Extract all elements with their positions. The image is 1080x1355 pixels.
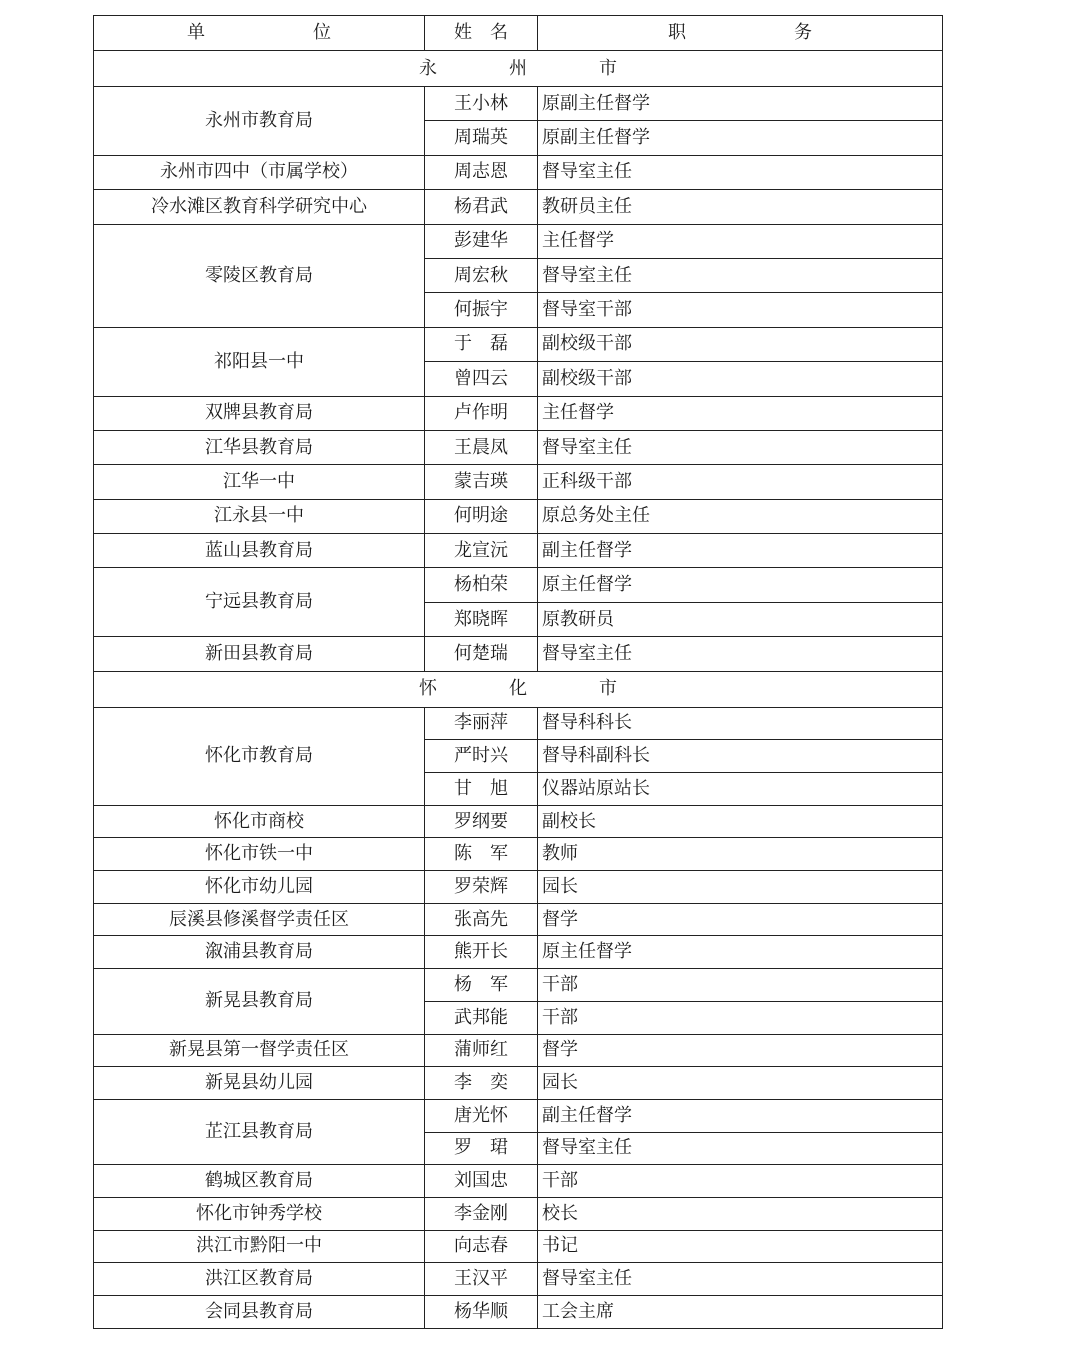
- duty-cell: 原副主任督学: [538, 121, 943, 155]
- name-cell: 罗荣辉: [425, 871, 538, 904]
- unit-cell: 怀化市教育局: [94, 707, 425, 805]
- unit-cell: 宁远县教育局: [94, 568, 425, 637]
- unit-cell: 新晃县第一督学责任区: [94, 1034, 425, 1067]
- duty-cell: 督导科科长: [538, 707, 943, 740]
- unit-cell: 江永县一中: [94, 499, 425, 533]
- name-cell: 郑晓晖: [425, 602, 538, 636]
- duty-cell: 主任督学: [538, 224, 943, 258]
- duty-cell: 工会主席: [538, 1296, 943, 1329]
- duty-cell: 原主任督学: [538, 936, 943, 969]
- table-row: [94, 707, 943, 740]
- name-cell: 甘 旭: [425, 773, 538, 806]
- name-cell: 周瑞英: [425, 121, 538, 155]
- duty-cell: 副校级干部: [538, 327, 943, 361]
- table-row: [94, 1296, 943, 1329]
- unit-cell: 怀化市幼儿园: [94, 871, 425, 904]
- name-cell: 何振宇: [425, 293, 538, 327]
- duty-cell: 副校级干部: [538, 362, 943, 396]
- unit-cell: 新晃县幼儿园: [94, 1067, 425, 1100]
- table-row: [94, 1099, 943, 1132]
- name-cell: 周宏秋: [425, 258, 538, 292]
- unit-cell: 新晃县教育局: [94, 969, 425, 1034]
- unit-cell: 新田县教育局: [94, 637, 425, 671]
- duty-cell: 督导室主任: [538, 430, 943, 464]
- name-cell: 陈 军: [425, 838, 538, 871]
- duty-cell: 园长: [538, 871, 943, 904]
- table-row: [94, 838, 943, 871]
- unit-cell: 怀化市铁一中: [94, 838, 425, 871]
- name-cell: 熊开长: [425, 936, 538, 969]
- section-title-row: [94, 51, 943, 87]
- unit-cell: 洪江区教育局: [94, 1263, 425, 1296]
- table-row: [94, 871, 943, 904]
- name-cell: 张高先: [425, 903, 538, 936]
- name-cell: 杨君武: [425, 190, 538, 224]
- unit-cell: 洪江市黔阳一中: [94, 1230, 425, 1263]
- name-cell: 唐光怀: [425, 1099, 538, 1132]
- table-row: [94, 568, 943, 602]
- header-unit: 单 位: [94, 16, 425, 51]
- unit-cell: 冷水滩区教育科学研究中心: [94, 190, 425, 224]
- table-row: [94, 1034, 943, 1067]
- section-title: 永 州 市: [94, 51, 943, 87]
- name-cell: 杨华顺: [425, 1296, 538, 1329]
- unit-cell: 江华一中: [94, 465, 425, 499]
- duty-cell: 原主任督学: [538, 568, 943, 602]
- unit-cell: 怀化市钟秀学校: [94, 1197, 425, 1230]
- name-cell: 于 磊: [425, 327, 538, 361]
- duty-cell: 督导室主任: [538, 258, 943, 292]
- name-cell: 严时兴: [425, 740, 538, 773]
- table-row: [94, 1230, 943, 1263]
- unit-cell: 鹤城区教育局: [94, 1165, 425, 1198]
- unit-cell: 江华县教育局: [94, 430, 425, 464]
- unit-cell: 怀化市商校: [94, 805, 425, 838]
- name-cell: 杨 军: [425, 969, 538, 1002]
- table-row: [94, 190, 943, 224]
- unit-cell: 永州市四中（市属学校）: [94, 155, 425, 189]
- table-row: [94, 327, 943, 361]
- name-cell: 向志春: [425, 1230, 538, 1263]
- duty-cell: 正科级干部: [538, 465, 943, 499]
- unit-cell: 辰溪县修溪督学责任区: [94, 903, 425, 936]
- name-cell: 龙宣沅: [425, 534, 538, 568]
- table-row: [94, 499, 943, 533]
- table-row: [94, 903, 943, 936]
- name-cell: 武邦能: [425, 1001, 538, 1034]
- duty-cell: 督学: [538, 903, 943, 936]
- duty-cell: 督导室主任: [538, 1132, 943, 1165]
- table-row: [94, 1165, 943, 1198]
- table-row: [94, 465, 943, 499]
- table-row: [94, 224, 943, 258]
- personnel-table: [93, 15, 943, 1329]
- name-cell: 蒲师红: [425, 1034, 538, 1067]
- table-row: [94, 637, 943, 671]
- name-cell: 卢作明: [425, 396, 538, 430]
- header-row: [94, 16, 943, 51]
- table-row: [94, 87, 943, 121]
- table-row: [94, 1197, 943, 1230]
- duty-cell: 副主任督学: [538, 534, 943, 568]
- table-row: [94, 155, 943, 189]
- name-cell: 曾四云: [425, 362, 538, 396]
- name-cell: 杨柏荣: [425, 568, 538, 602]
- duty-cell: 教研员主任: [538, 190, 943, 224]
- name-cell: 王汉平: [425, 1263, 538, 1296]
- table-row: [94, 430, 943, 464]
- unit-cell: 会同县教育局: [94, 1296, 425, 1329]
- duty-cell: 干部: [538, 1165, 943, 1198]
- name-cell: 李 奕: [425, 1067, 538, 1100]
- name-cell: 李金刚: [425, 1197, 538, 1230]
- duty-cell: 干部: [538, 969, 943, 1002]
- unit-cell: 零陵区教育局: [94, 224, 425, 327]
- name-cell: 彭建华: [425, 224, 538, 258]
- duty-cell: 督导科副科长: [538, 740, 943, 773]
- table-row: [94, 969, 943, 1002]
- name-cell: 何楚瑞: [425, 637, 538, 671]
- name-cell: 李丽萍: [425, 707, 538, 740]
- table-body: [94, 51, 943, 1329]
- section-title-row: [94, 671, 943, 707]
- duty-cell: 原教研员: [538, 602, 943, 636]
- duty-cell: 书记: [538, 1230, 943, 1263]
- duty-cell: 督导室主任: [538, 637, 943, 671]
- duty-cell: 原总务处主任: [538, 499, 943, 533]
- name-cell: 罗 珺: [425, 1132, 538, 1165]
- duty-cell: 教师: [538, 838, 943, 871]
- duty-cell: 督学: [538, 1034, 943, 1067]
- unit-cell: 永州市教育局: [94, 87, 425, 156]
- table-row: [94, 1067, 943, 1100]
- unit-cell: 双牌县教育局: [94, 396, 425, 430]
- table-row: [94, 1263, 943, 1296]
- name-cell: 何明途: [425, 499, 538, 533]
- duty-cell: 仪器站原站长: [538, 773, 943, 806]
- name-cell: 王晨凤: [425, 430, 538, 464]
- duty-cell: 干部: [538, 1001, 943, 1034]
- section-title: 怀 化 市: [94, 671, 943, 707]
- duty-cell: 主任督学: [538, 396, 943, 430]
- name-cell: 罗纲要: [425, 805, 538, 838]
- header-name: 姓 名: [425, 16, 538, 51]
- unit-cell: 祁阳县一中: [94, 327, 425, 396]
- unit-cell: 溆浦县教育局: [94, 936, 425, 969]
- duty-cell: 副主任督学: [538, 1099, 943, 1132]
- duty-cell: 督导室主任: [538, 155, 943, 189]
- table-row: [94, 534, 943, 568]
- duty-cell: 园长: [538, 1067, 943, 1100]
- header-duty: 职 务: [538, 16, 943, 51]
- duty-cell: 副校长: [538, 805, 943, 838]
- name-cell: 蒙吉瑛: [425, 465, 538, 499]
- name-cell: 周志恩: [425, 155, 538, 189]
- duty-cell: 原副主任督学: [538, 87, 943, 121]
- table-row: [94, 396, 943, 430]
- duty-cell: 校长: [538, 1197, 943, 1230]
- name-cell: 王小林: [425, 87, 538, 121]
- duty-cell: 督导室主任: [538, 1263, 943, 1296]
- name-cell: 刘国忠: [425, 1165, 538, 1198]
- table-row: [94, 936, 943, 969]
- unit-cell: 蓝山县教育局: [94, 534, 425, 568]
- unit-cell: 芷江县教育局: [94, 1099, 425, 1164]
- table-row: [94, 805, 943, 838]
- duty-cell: 督导室干部: [538, 293, 943, 327]
